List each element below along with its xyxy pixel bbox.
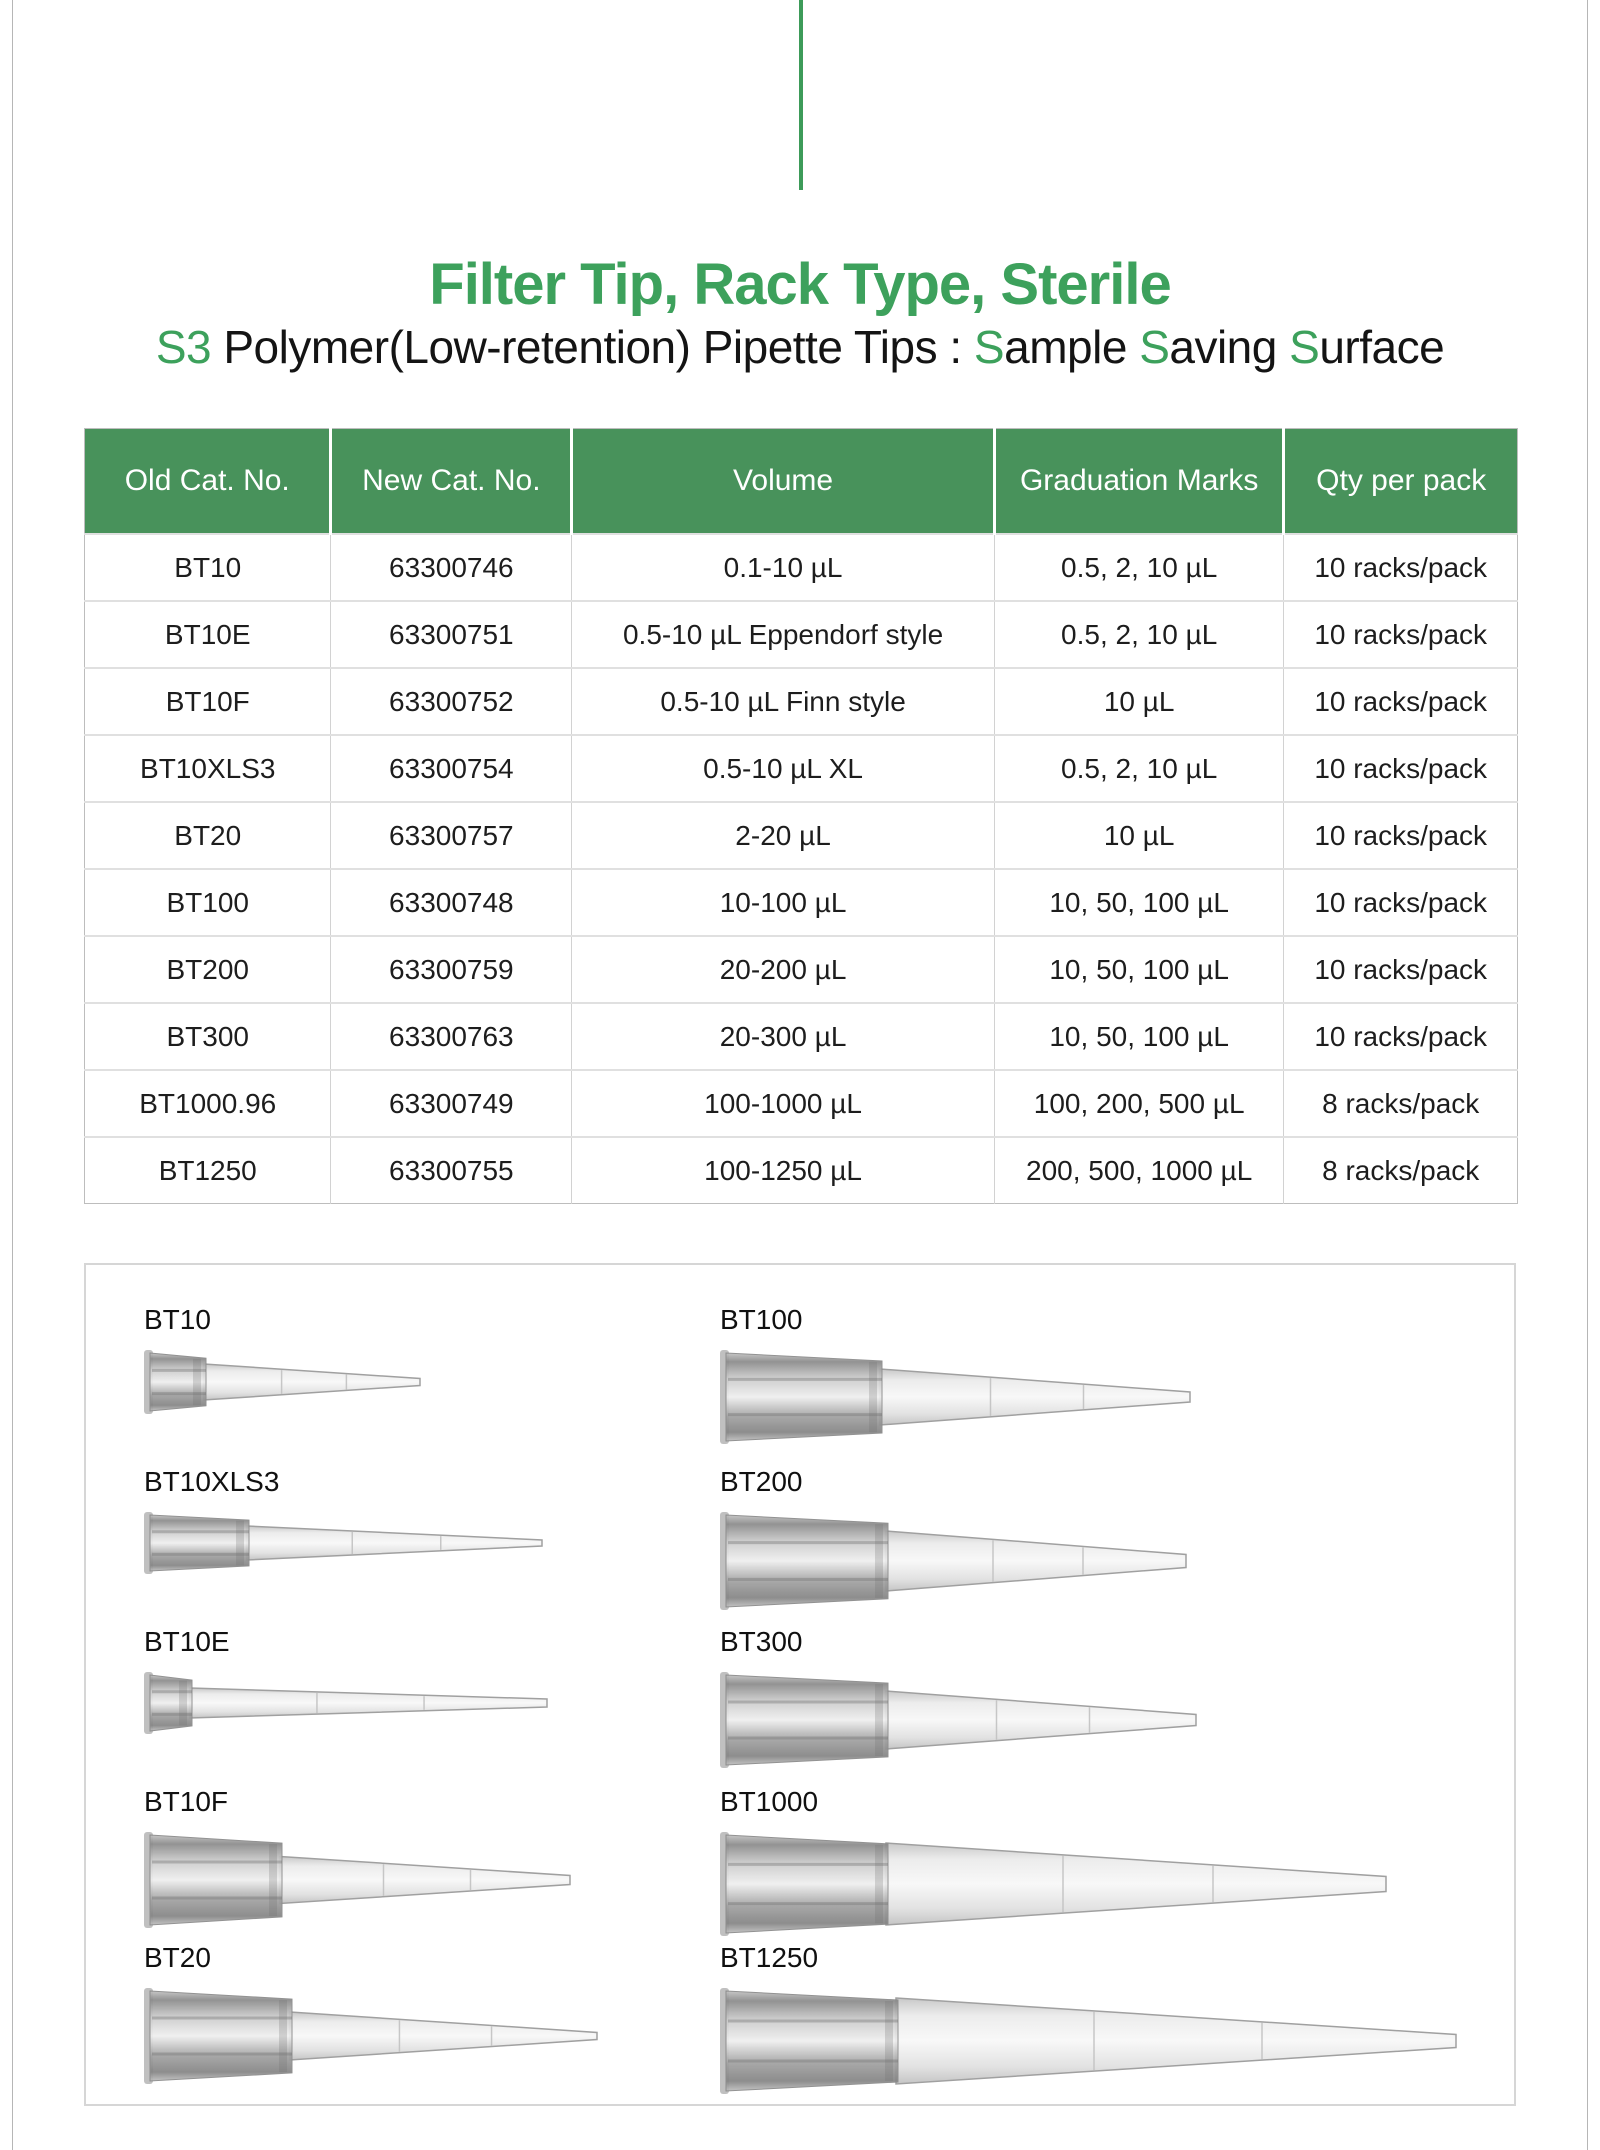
table-cell: 8 racks/pack [1284, 1070, 1518, 1137]
table-cell: 10 racks/pack [1284, 534, 1518, 601]
product-figure [144, 1465, 544, 1577]
table-cell: 0.5, 2, 10 µL [994, 601, 1283, 668]
table-cell: 63300754 [331, 735, 572, 802]
pipette-tip-image [144, 1669, 549, 1737]
table-cell: 63300748 [331, 869, 572, 936]
subtitle-text: aving [1169, 321, 1290, 373]
product-image-label: BT10XLS3 [144, 1466, 280, 1497]
subtitle-accent: S3 [155, 321, 212, 373]
column-header-new-cat-no: New Cat. No. [331, 429, 572, 535]
pipette-tip-image [720, 1669, 1198, 1771]
table-cell: 63300759 [331, 936, 572, 1003]
table-cell: 8 racks/pack [1284, 1137, 1518, 1204]
product-image-label: BT10 [144, 1304, 211, 1335]
table-cell: 2-20 µL [572, 802, 995, 869]
table-cell: BT10E [85, 601, 331, 668]
table-cell: BT100 [85, 869, 331, 936]
product-figure [720, 1785, 1388, 1939]
product-image-label: BT20 [144, 1942, 211, 1973]
table-cell: 10 racks/pack [1284, 668, 1518, 735]
table-header-row [85, 429, 1518, 535]
product-image-label: BT10F [144, 1786, 229, 1817]
table-cell: 10 µL [994, 802, 1283, 869]
column-header-volume: Volume [572, 429, 995, 535]
table-cell: 10 racks/pack [1284, 735, 1518, 802]
table-cell: 0.5-10 µL Finn style [572, 668, 995, 735]
table-row [85, 735, 1518, 802]
table-cell: 63300757 [331, 802, 572, 869]
pipette-tip-image [720, 1829, 1388, 1939]
product-image-label: BT100 [720, 1304, 803, 1335]
product-image-label: BT1000 [720, 1786, 819, 1817]
table-cell: 10 racks/pack [1284, 869, 1518, 936]
table-row [85, 1137, 1518, 1204]
table-cell: 100-1250 µL [572, 1137, 995, 1204]
table-cell: 0.1-10 µL [572, 534, 995, 601]
page-title: Filter Tip, Rack Type, Sterile [429, 251, 1171, 317]
table-cell: BT1250 [85, 1137, 331, 1204]
table-cell: 63300749 [331, 1070, 572, 1137]
subtitle-accent: S [1139, 321, 1170, 373]
table-row [85, 802, 1518, 869]
subtitle-accent: S [1289, 321, 1320, 373]
product-spec-table [84, 428, 1518, 1204]
product-image-label: BT200 [720, 1466, 803, 1497]
table-row [85, 869, 1518, 936]
table-row [85, 1070, 1518, 1137]
table-cell: 0.5-10 µL XL [572, 735, 995, 802]
table-cell: 200, 500, 1000 µL [994, 1137, 1283, 1204]
table-cell: BT200 [85, 936, 331, 1003]
pipette-tip-image [720, 1347, 1192, 1447]
pipette-tip-image [144, 1985, 599, 2087]
table-cell: BT10F [85, 668, 331, 735]
table-row [85, 601, 1518, 668]
subtitle-accent: S [973, 321, 1005, 373]
product-figure [720, 1465, 1188, 1613]
table-cell: 0.5-10 µL Eppendorf style [572, 601, 995, 668]
column-header-qty-per-pack: Qty per pack [1284, 429, 1518, 535]
table-row [85, 534, 1518, 601]
product-figure [720, 1941, 1458, 2097]
product-figure [720, 1303, 1192, 1447]
table-cell: 20-200 µL [572, 936, 995, 1003]
table-cell: 63300746 [331, 534, 572, 601]
table-cell: 10 racks/pack [1284, 936, 1518, 1003]
table-cell: 10, 50, 100 µL [994, 869, 1283, 936]
column-header-graduation-marks: Graduation Marks [994, 429, 1283, 535]
table-cell: 100-1000 µL [572, 1070, 995, 1137]
table-row [85, 668, 1518, 735]
pipette-tip-image [144, 1347, 422, 1417]
pipette-tip-image [720, 1509, 1188, 1613]
table-cell: 10, 50, 100 µL [994, 1003, 1283, 1070]
product-figure [720, 1625, 1198, 1771]
table-cell: 10 racks/pack [1284, 601, 1518, 668]
subtitle-text: Polymer(Low-retention) Pipette Tips : [211, 321, 974, 373]
subtitle-text: urface [1319, 321, 1445, 373]
product-images-panel [84, 1263, 1516, 2106]
column-header-old-cat-no: Old Cat. No. [85, 429, 331, 535]
table-cell: 10 racks/pack [1284, 1003, 1518, 1070]
table-cell: 100, 200, 500 µL [994, 1070, 1283, 1137]
table-row [85, 1003, 1518, 1070]
green-divider-line [799, 0, 803, 190]
pipette-tip-image [144, 1509, 544, 1577]
table-cell: 63300751 [331, 601, 572, 668]
product-image-label: BT10E [144, 1626, 230, 1657]
table-cell: 63300763 [331, 1003, 572, 1070]
table-cell: 0.5, 2, 10 µL [994, 534, 1283, 601]
table-cell: 10 µL [994, 668, 1283, 735]
table-cell: BT10 [85, 534, 331, 601]
subtitle-text: ample [1004, 321, 1140, 373]
table-cell: BT1000.96 [85, 1070, 331, 1137]
table-cell: 20-300 µL [572, 1003, 995, 1070]
product-figure [144, 1303, 422, 1417]
page-subtitle [0, 320, 1600, 374]
table-cell: 10-100 µL [572, 869, 995, 936]
table-cell: BT300 [85, 1003, 331, 1070]
pipette-tip-image [144, 1829, 572, 1931]
product-image-label: BT1250 [720, 1942, 819, 1973]
table-cell: 0.5, 2, 10 µL [994, 735, 1283, 802]
table-cell: 63300752 [331, 668, 572, 735]
table-cell: 10, 50, 100 µL [994, 936, 1283, 1003]
table-row [85, 936, 1518, 1003]
product-figure [144, 1941, 599, 2087]
table-cell: 63300755 [331, 1137, 572, 1204]
product-figure [144, 1625, 549, 1737]
product-figure [144, 1785, 572, 1931]
table-cell: 10 racks/pack [1284, 802, 1518, 869]
product-image-label: BT300 [720, 1626, 803, 1657]
table-cell: BT10XLS3 [85, 735, 331, 802]
pipette-tip-image [720, 1985, 1458, 2097]
table-cell: BT20 [85, 802, 331, 869]
